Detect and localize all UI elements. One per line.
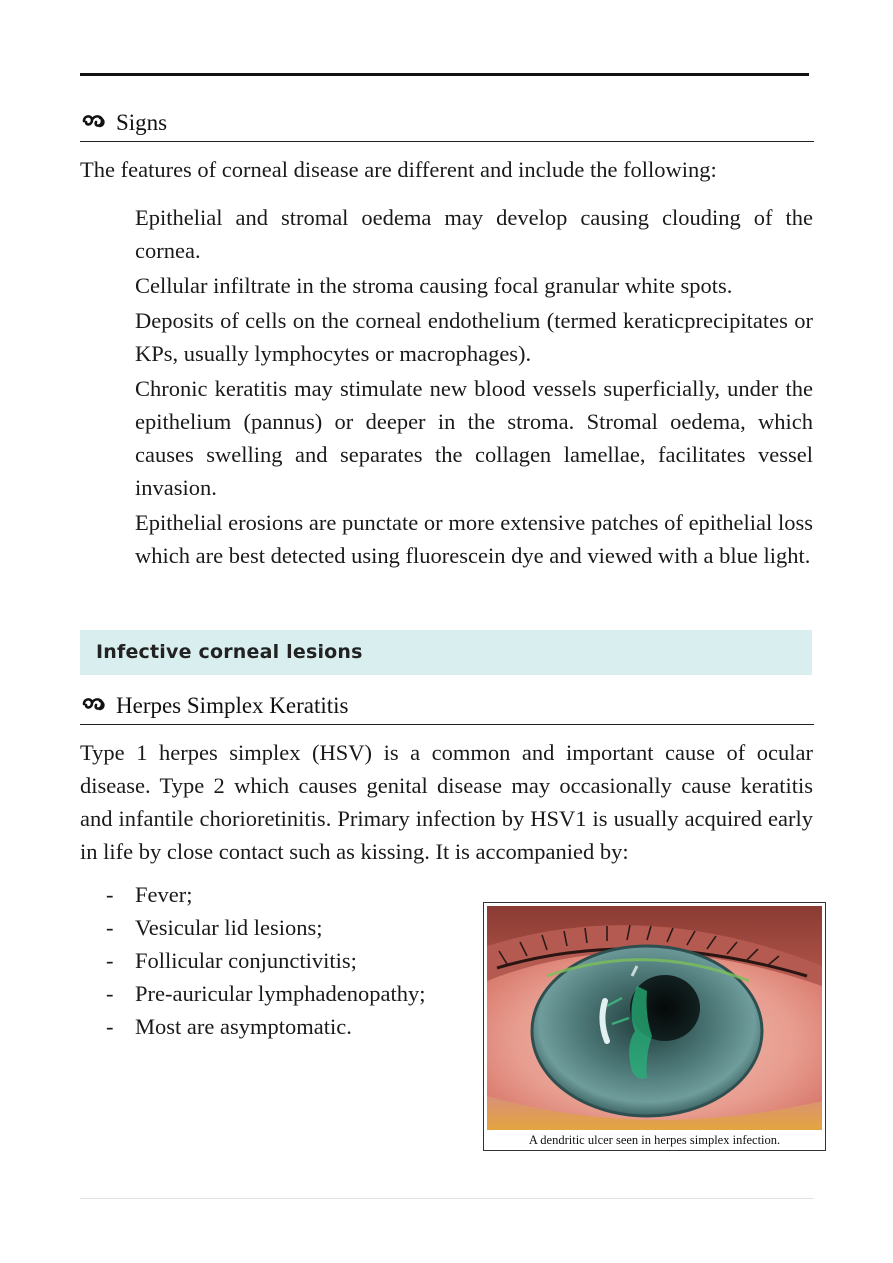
list-item (106, 977, 426, 1010)
list-marker: - (106, 915, 114, 940)
banner-title: Infective corneal lesions (96, 641, 363, 663)
list-marker: - (106, 948, 114, 973)
ornament-icon-svg (80, 111, 108, 131)
list-item (106, 911, 426, 944)
list-item: Deposits of cells on the corneal endothelium (termed keraticprecipitates or KPs, usually lymphocytes or macrophages). (135, 308, 813, 366)
list-item-text: Pre-auricular lymphadenopathy; (135, 981, 426, 1006)
list-item: Cellular infiltrate in the stroma causing focal granular white spots. (135, 273, 733, 298)
ornament-icon (80, 694, 108, 719)
list-item (106, 878, 426, 911)
list-marker: - (106, 981, 114, 1006)
signs-intro: The features of corneal disease are different and include the following: (80, 157, 717, 182)
herpes-heading-text: Herpes Simplex Keratitis (116, 693, 349, 718)
herpes-heading (80, 688, 814, 725)
list-marker: - (106, 882, 114, 907)
figure-caption: A dendritic ulcer seen in herpes simplex infection. (528, 1133, 781, 1147)
list-marker: - (106, 1014, 114, 1039)
signs-list (135, 201, 813, 574)
signs-heading (80, 105, 814, 142)
list-item-text: Follicular conjunctivitis; (135, 948, 357, 973)
list-item: Chronic keratitis may stimulate new blood vessels superficially, under the epithelium (pannus) or deeper in the stroma. Stromal oedema, which causes swelling and separates the collagen lamellae, facilitates vessel invasion. (135, 376, 813, 500)
bottom-rule (80, 1198, 814, 1199)
list-item (106, 944, 426, 977)
list-item-text: Vesicular lid lesions; (135, 915, 323, 940)
list-item-text: Fever; (135, 882, 193, 907)
herpes-body: Type 1 herpes simplex (HSV) is a common and important cause of ocular disease. Type 2 which causes genital disease may occasionally cause keratitis and infantile chorioretinitis. Primary infection by HSV1 is usually acquired early in life by close contact such as kissing. It is accompanied by: (80, 740, 813, 864)
list-item: Epithelial and stromal oedema may develop causing clouding of the cornea. (135, 205, 813, 263)
list-item: Epithelial erosions are punctate or more extensive patches of epithelial loss which are best detected using fluorescein dye and viewed with a blue light. (135, 510, 813, 568)
top-rule (80, 73, 809, 76)
eye-figure (483, 902, 826, 1151)
symptom-list (106, 878, 426, 1043)
section-banner (80, 630, 812, 675)
signs-heading-text: Signs (116, 110, 168, 135)
ornament-icon-svg (80, 694, 108, 714)
eye-photo (487, 906, 822, 1130)
list-item-text: Most are asymptomatic. (135, 1014, 352, 1039)
ornament-icon (80, 111, 108, 136)
list-item (106, 1010, 426, 1043)
